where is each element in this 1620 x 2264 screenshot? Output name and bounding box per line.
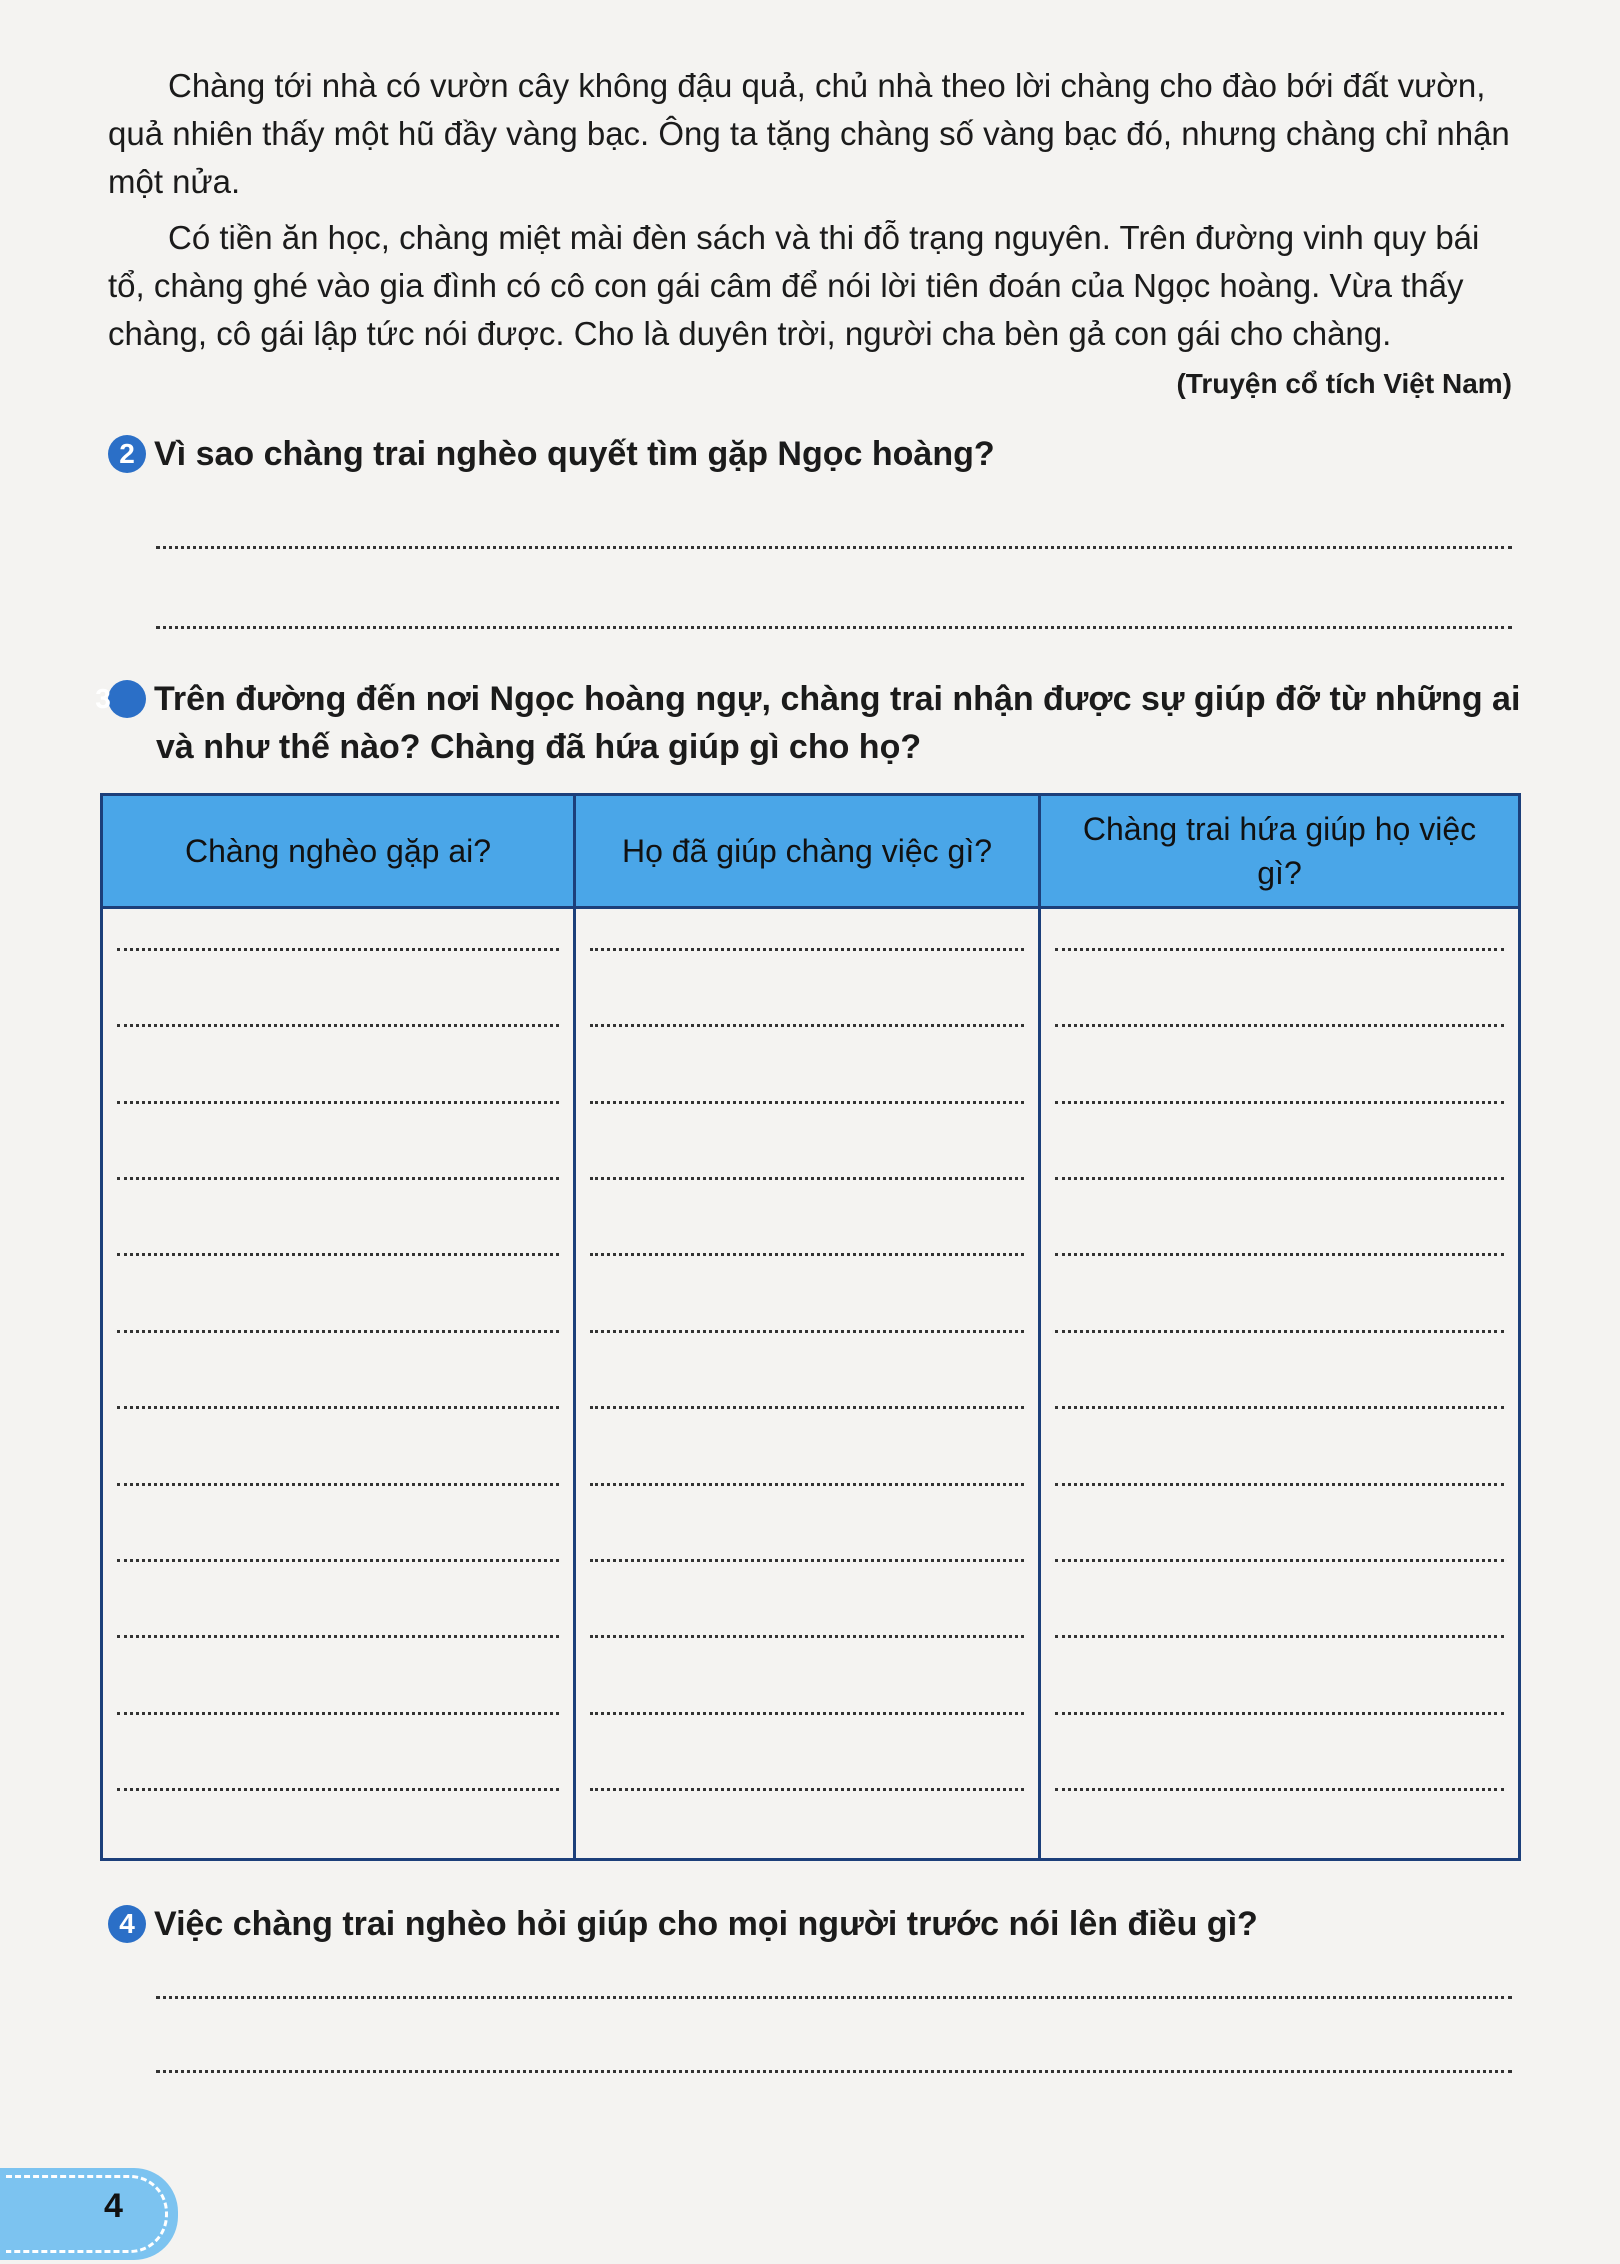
answer-cell[interactable]: [102, 1729, 575, 1805]
answer-cell[interactable]: [575, 1041, 1040, 1117]
question-4: [108, 1900, 1528, 1948]
header-promise: Chàng trai hứa giúp họ việc gì?: [1040, 795, 1520, 908]
answer-cell[interactable]: [102, 1118, 575, 1194]
answer-cell[interactable]: [102, 1576, 575, 1652]
table-row: [102, 1729, 1520, 1805]
table-row: [102, 1576, 1520, 1652]
answer-cell[interactable]: [102, 1270, 575, 1346]
table-row: [102, 1423, 1520, 1499]
answer-cell[interactable]: [1040, 1347, 1520, 1423]
story-paragraph-2: Có tiền ăn học, chàng miệt mài đèn sách và thi đỗ trạng nguyên. Trên đường vinh quy bái tổ, chàng ghé vào gia đình có cô con gái câm để nói lời tiên đoán của Ngọc hoàng. Vừa thấy chàng, cô gái lập tức nói được. Cho là duyên trời, người cha bèn gả con gái cho chàng.: [108, 219, 1480, 352]
answer-cell[interactable]: [102, 1041, 575, 1117]
answer-cell[interactable]: [1040, 1500, 1520, 1576]
answer-cell[interactable]: [575, 965, 1040, 1041]
question-number-badge: 3: [108, 680, 146, 718]
page-number: 4: [104, 2187, 123, 2225]
table-row: [102, 1500, 1520, 1576]
table-row: [102, 1194, 1520, 1270]
table-row: [102, 1652, 1520, 1728]
question-2-text: Vì sao chàng trai nghèo quyết tìm gặp Ngọc hoàng?: [154, 435, 995, 473]
answer-cell[interactable]: [575, 1194, 1040, 1270]
answer-line[interactable]: [156, 1996, 1512, 1999]
answer-cell[interactable]: [575, 1347, 1040, 1423]
answer-cell[interactable]: [102, 908, 575, 966]
answer-cell[interactable]: [575, 1805, 1040, 1860]
answer-cell[interactable]: [1040, 1194, 1520, 1270]
answer-cell[interactable]: [575, 1576, 1040, 1652]
story-source: (Truyện cổ tích Việt Nam): [1176, 368, 1512, 399]
answer-cell[interactable]: [102, 1500, 575, 1576]
answer-table: [100, 793, 1521, 1861]
answer-cell[interactable]: [1040, 1118, 1520, 1194]
table-row: [102, 1347, 1520, 1423]
page-number-tab: [0, 2168, 178, 2260]
table-row: [102, 1041, 1520, 1117]
table-row: [102, 1270, 1520, 1346]
answer-cell[interactable]: [102, 1652, 575, 1728]
table-row: [102, 1118, 1520, 1194]
answer-cell[interactable]: [575, 908, 1040, 966]
question-2: [108, 430, 1528, 478]
answer-cell[interactable]: [1040, 1576, 1520, 1652]
answer-cell[interactable]: [1040, 1729, 1520, 1805]
answer-line[interactable]: [156, 546, 1512, 549]
table-row: [102, 1805, 1520, 1860]
table-row: [102, 908, 1520, 966]
table-row: [102, 965, 1520, 1041]
answer-cell[interactable]: [1040, 1652, 1520, 1728]
question-3-text: Trên đường đến nơi Ngọc hoàng ngự, chàng trai nhận được sự giúp đỡ từ những ai và như thế nào? Chàng đã hứa giúp gì cho họ?: [154, 680, 1521, 766]
answer-cell[interactable]: [575, 1729, 1040, 1805]
answer-cell[interactable]: [575, 1118, 1040, 1194]
answer-cell[interactable]: [1040, 1270, 1520, 1346]
answer-cell[interactable]: [102, 1423, 575, 1499]
answer-cell[interactable]: [1040, 1423, 1520, 1499]
answer-line[interactable]: [156, 626, 1512, 629]
question-3: [95, 675, 1566, 771]
answer-cell[interactable]: [1040, 1041, 1520, 1117]
story-paragraph-1: Chàng tới nhà có vườn cây không đậu quả, chủ nhà theo lời chàng cho đào bới đất vườn, quả nhiên thấy một hũ đầy vàng bạc. Ông ta tặng chàng số vàng bạc đó, nhưng chàng chỉ nhận một nửa.: [108, 67, 1510, 200]
header-who-met: Chàng nghèo gặp ai?: [102, 795, 575, 908]
header-how-helped: Họ đã giúp chàng việc gì?: [575, 795, 1040, 908]
answer-cell[interactable]: [1040, 908, 1520, 966]
answer-cell[interactable]: [575, 1500, 1040, 1576]
question-number-badge: 4: [108, 1905, 146, 1943]
question-4-text: Việc chàng trai nghèo hỏi giúp cho mọi người trước nói lên điều gì?: [154, 1905, 1258, 1943]
answer-cell[interactable]: [575, 1652, 1040, 1728]
answer-cell[interactable]: [575, 1423, 1040, 1499]
answer-cell[interactable]: [1040, 1805, 1520, 1860]
question-number-badge: 2: [108, 435, 146, 473]
answer-cell[interactable]: [102, 1194, 575, 1270]
table-header-row: [102, 795, 1520, 908]
answer-cell[interactable]: [1040, 965, 1520, 1041]
answer-line[interactable]: [156, 2070, 1512, 2073]
answer-cell[interactable]: [575, 1270, 1040, 1346]
answer-cell[interactable]: [102, 1805, 575, 1860]
answer-cell[interactable]: [102, 965, 575, 1041]
answer-cell[interactable]: [102, 1347, 575, 1423]
